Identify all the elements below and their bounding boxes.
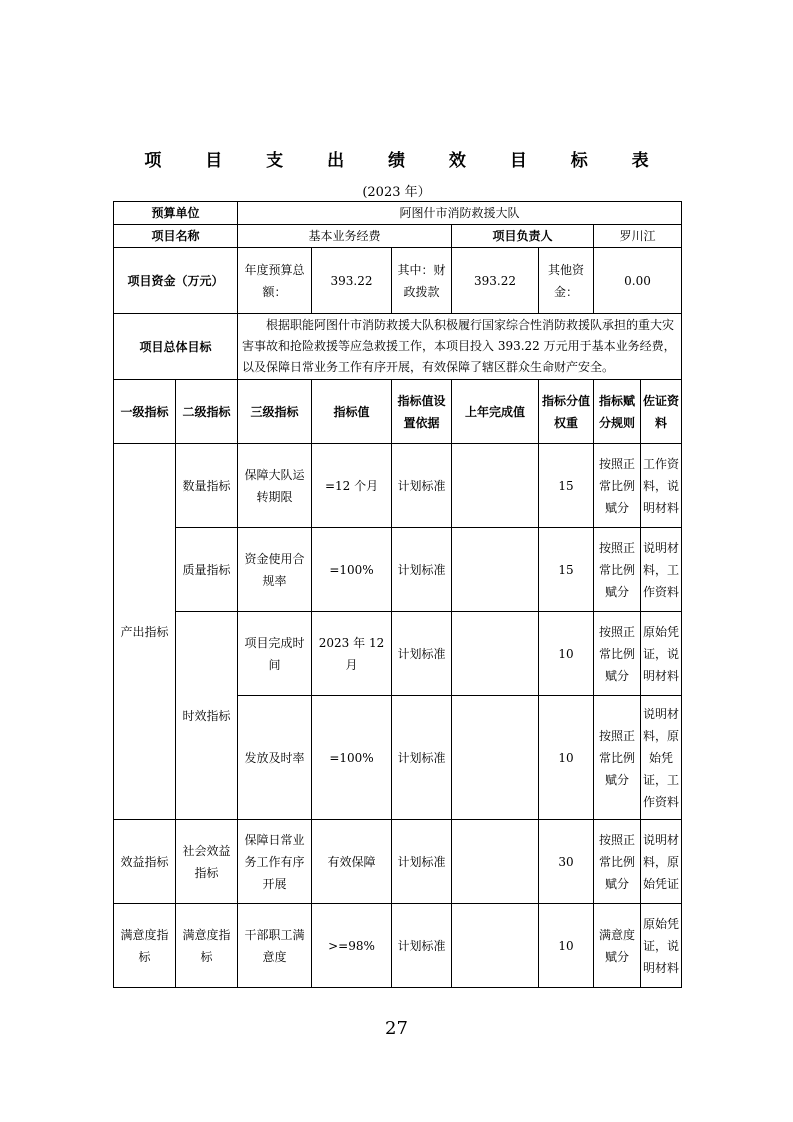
fiscal-value: 393.22 [452,248,539,314]
indicator-basis: 计划标准 [392,696,452,820]
other-funds-label: 其他资金： [539,248,594,314]
prev-value [452,528,539,612]
indicator-value: >=98% [312,904,392,988]
unit-row [114,202,682,225]
other-funds-value: 0.00 [594,248,682,314]
project-name-row [114,225,682,248]
indicator-basis: 计划标准 [392,528,452,612]
project-name-value: 基本业务经费 [238,225,452,248]
indicator-weight: 10 [539,696,594,820]
group-satisfaction-sub: 满意度指标 [176,904,238,988]
table-row [114,904,682,988]
third-indicator: 保障日常业务工作有序开展 [238,820,312,904]
indicator-weight: 30 [539,820,594,904]
indicator-weight: 15 [539,444,594,528]
page-title: 项 目 支 出 绩 效 目 标 表 [144,151,668,171]
scoring-rule: 按照正常比例赋分 [594,444,641,528]
year-label: (2023 年） [362,185,431,200]
group-quality: 质量指标 [176,528,238,612]
header-value: 指标值 [312,380,392,444]
goal-label: 项目总体目标 [114,314,238,380]
project-name-label: 项目名称 [114,225,238,248]
scoring-rule: 按照正常比例赋分 [594,528,641,612]
indicator-value: =12 个月 [312,444,392,528]
group-benefit: 效益指标 [114,820,176,904]
scoring-rule: 按照正常比例赋分 [594,820,641,904]
header-level2: 二级指标 [176,380,238,444]
table-row [114,444,682,528]
funds-row [114,248,682,314]
fiscal-label: 其中：财政拨款 [392,248,452,314]
third-indicator: 干部职工满意度 [238,904,312,988]
indicator-weight: 15 [539,528,594,612]
evidence: 原始凭证，说明材料 [641,612,682,696]
evidence: 原始凭证，说明材料 [641,904,682,988]
scoring-rule: 按照正常比例赋分 [594,612,641,696]
page-number: 27 [385,1018,408,1039]
annual-budget-value: 393.22 [312,248,392,314]
indicator-basis: 计划标准 [392,444,452,528]
unit-value: 阿图什市消防救援大队 [238,202,682,225]
third-indicator: 发放及时率 [238,696,312,820]
owner-label: 项目负责人 [452,225,594,248]
header-level3: 三级指标 [238,380,312,444]
goal-text: 根据职能阿图什市消防救援大队积极履行国家综合性消防救援队承担的重大灾害事故和抢险救援等应急救援工作，本项目投入 393.22 万元用于基本业务经费，以及保障日常业务工作有序开展，有效保障了辖区群众生命财产安全。 [238,314,682,380]
funds-label: 项目资金（万元） [114,248,238,314]
group-timeliness: 时效指标 [176,612,238,820]
indicator-basis: 计划标准 [392,904,452,988]
unit-label: 预算单位 [114,202,238,225]
header-evidence: 佐证资料 [641,380,682,444]
indicator-basis: 计划标准 [392,612,452,696]
header-basis: 指标值设置依据 [392,380,452,444]
prev-value [452,820,539,904]
indicator-value: 2023 年 12 月 [312,612,392,696]
group-satisfaction: 满意度指标 [114,904,176,988]
table-row [114,612,682,696]
scoring-rule: 按照正常比例赋分 [594,696,641,820]
header-weight: 指标分值权重 [539,380,594,444]
indicator-value: =100% [312,696,392,820]
prev-value [452,696,539,820]
scoring-rule: 满意度赋分 [594,904,641,988]
third-indicator: 资金使用合规率 [238,528,312,612]
evidence: 说明材料，原始凭证，工作资料 [641,696,682,820]
evidence: 工作资料，说明材料 [641,444,682,528]
owner-value: 罗川江 [594,225,682,248]
header-rule: 指标赋分规则 [594,380,641,444]
prev-value [452,444,539,528]
indicator-weight: 10 [539,612,594,696]
goal-row [114,314,682,380]
group-social: 社会效益指标 [176,820,238,904]
indicator-weight: 10 [539,904,594,988]
prev-value [452,904,539,988]
performance-table [113,201,682,988]
group-output: 产出指标 [114,444,176,820]
evidence: 说明材料，工作资料 [641,528,682,612]
annual-budget-label: 年度预算总额： [238,248,312,314]
indicator-value: =100% [312,528,392,612]
header-level1: 一级指标 [114,380,176,444]
third-indicator: 项目完成时间 [238,612,312,696]
indicator-basis: 计划标准 [392,820,452,904]
group-quantity: 数量指标 [176,444,238,528]
table-row [114,820,682,904]
third-indicator: 保障大队运转期限 [238,444,312,528]
prev-value [452,612,539,696]
evidence: 说明材料，原始凭证 [641,820,682,904]
header-row [114,380,682,444]
table-row [114,528,682,612]
indicator-value: 有效保障 [312,820,392,904]
header-prev: 上年完成值 [452,380,539,444]
